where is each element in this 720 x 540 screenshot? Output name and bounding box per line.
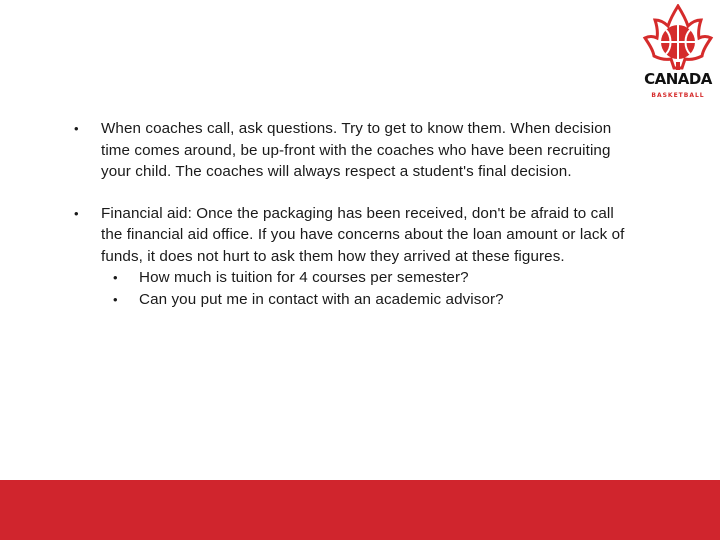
logo-wordmark: CANADA	[644, 70, 712, 88]
footer-bar	[0, 480, 720, 540]
bullet-marker: •	[74, 121, 79, 136]
sub-bullet-marker: •	[113, 291, 118, 307]
sub-bullet-text: Can you put me in contact with an academic advisor?	[139, 290, 504, 308]
bullet-item	[74, 118, 634, 183]
bullet-text: Financial aid: Once the packaging has been received, don't be afraid to call the financial aid office. If you have concerns about the loan amount or lack of funds, it does not hurt to ask them how they arrived at these figures.	[101, 204, 625, 265]
sub-bullet-text: How much is tuition for 4 courses per semester?	[139, 269, 469, 286]
sub-bullet-item	[101, 289, 634, 311]
sub-bullet-item	[101, 267, 634, 289]
maple-leaf-icon	[640, 4, 716, 74]
canada-basketball-logo	[640, 4, 716, 100]
bullet-item	[74, 203, 634, 311]
slide-content	[74, 118, 634, 330]
sub-bullet-marker: •	[113, 270, 118, 285]
bullet-marker: •	[74, 205, 79, 221]
logo-subtext: BASKETBALL	[651, 92, 705, 99]
bullet-text: When coaches call, ask questions. Try to get to know them. When decision time comes around, be up-front with the coaches who have been recruiting your child. The coaches will always respect a student's final decision.	[101, 120, 612, 180]
